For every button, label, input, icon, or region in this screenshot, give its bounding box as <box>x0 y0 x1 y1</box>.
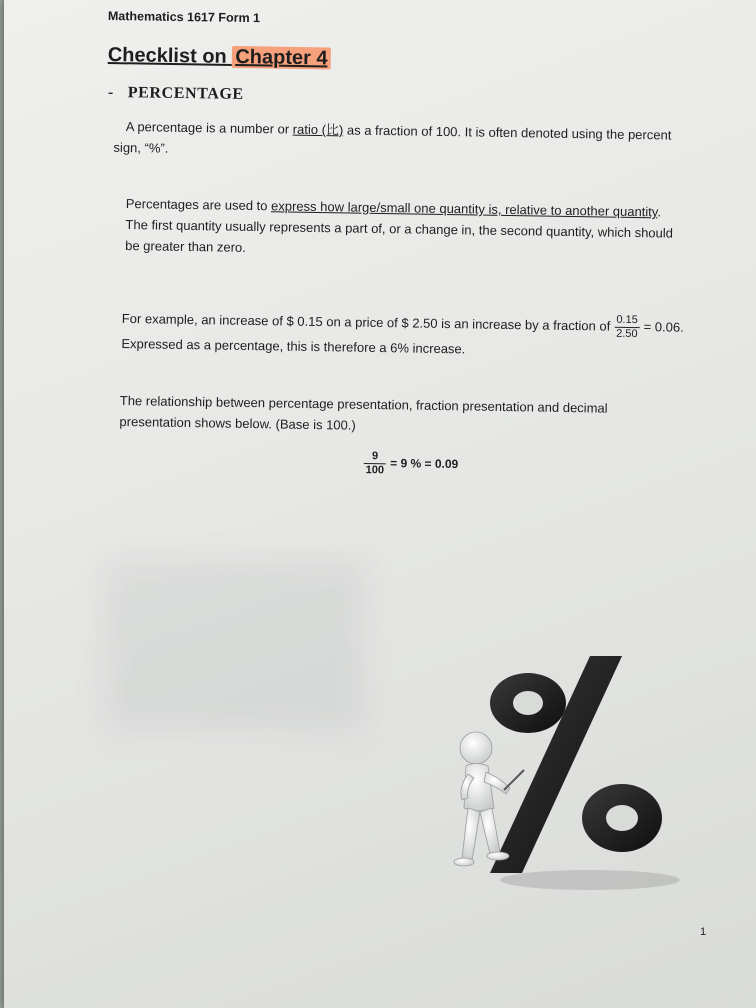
example-paragraph <box>121 306 684 363</box>
section-heading <box>108 84 244 104</box>
ratio-term: ratio (比) <box>292 121 344 138</box>
relationship-line-1: The relationship between percentage presentation, fraction presentation and decimal <box>119 392 608 416</box>
course-header: Mathematics 1617 Form 1 <box>107 9 261 26</box>
example-fraction-denominator: 2.50 <box>616 327 638 341</box>
usage-text-a: Percentages are used to <box>125 195 272 214</box>
definition-line-2: sign, “%”. <box>113 139 169 156</box>
example-line-2: Expressed as a percentage, this is therefore a 6% increase. <box>121 335 466 357</box>
section-title: PERCENTAGE <box>127 84 244 103</box>
percent-bottom-hole <box>606 805 638 831</box>
equation-fraction <box>364 450 387 477</box>
page-title <box>108 44 331 70</box>
shadow-area <box>104 560 364 730</box>
section-bullet: - <box>107 84 114 102</box>
title-highlight: Chapter 4 <box>232 46 331 70</box>
usage-line-2: The first quantity usually represents a part of, or a change in, the second quantity, which should <box>125 216 674 241</box>
example-text-a: For example, an increase of $ 0.15 on a price of $ 2.50 is an increase by a fraction of <box>121 310 611 334</box>
usage-text-b: . <box>657 204 662 220</box>
definition-paragraph <box>113 116 672 167</box>
figure-shadow <box>500 870 680 890</box>
equation-denominator: 100 <box>365 464 385 477</box>
example-text-b: = 0.06. <box>643 319 684 335</box>
equation-numerator: 9 <box>364 450 387 464</box>
usage-paragraph <box>125 193 673 265</box>
usage-line-3: be greater than zero. <box>125 237 246 255</box>
definition-text-a: A percentage is a number or <box>125 118 293 137</box>
usage-underlined: express how large/small one quantity is, relative to another quantity <box>270 198 658 220</box>
title-prefix: Checklist on <box>107 44 233 68</box>
equation-result: = 9 % = 0.09 <box>390 456 459 472</box>
example-fraction <box>614 314 640 341</box>
conversion-equation <box>360 450 459 478</box>
example-fraction-numerator: 0.15 <box>614 314 640 328</box>
document-page <box>4 0 756 1008</box>
relationship-paragraph <box>119 390 607 440</box>
page-number: 1 <box>700 926 707 938</box>
relationship-line-2: presentation shows below. (Base is 100.) <box>119 413 356 433</box>
percent-figure-icon <box>440 648 680 898</box>
definition-text-b: as a fraction of 100. It is often denoted using the percent <box>343 122 672 143</box>
percent-top-hole <box>513 691 543 715</box>
